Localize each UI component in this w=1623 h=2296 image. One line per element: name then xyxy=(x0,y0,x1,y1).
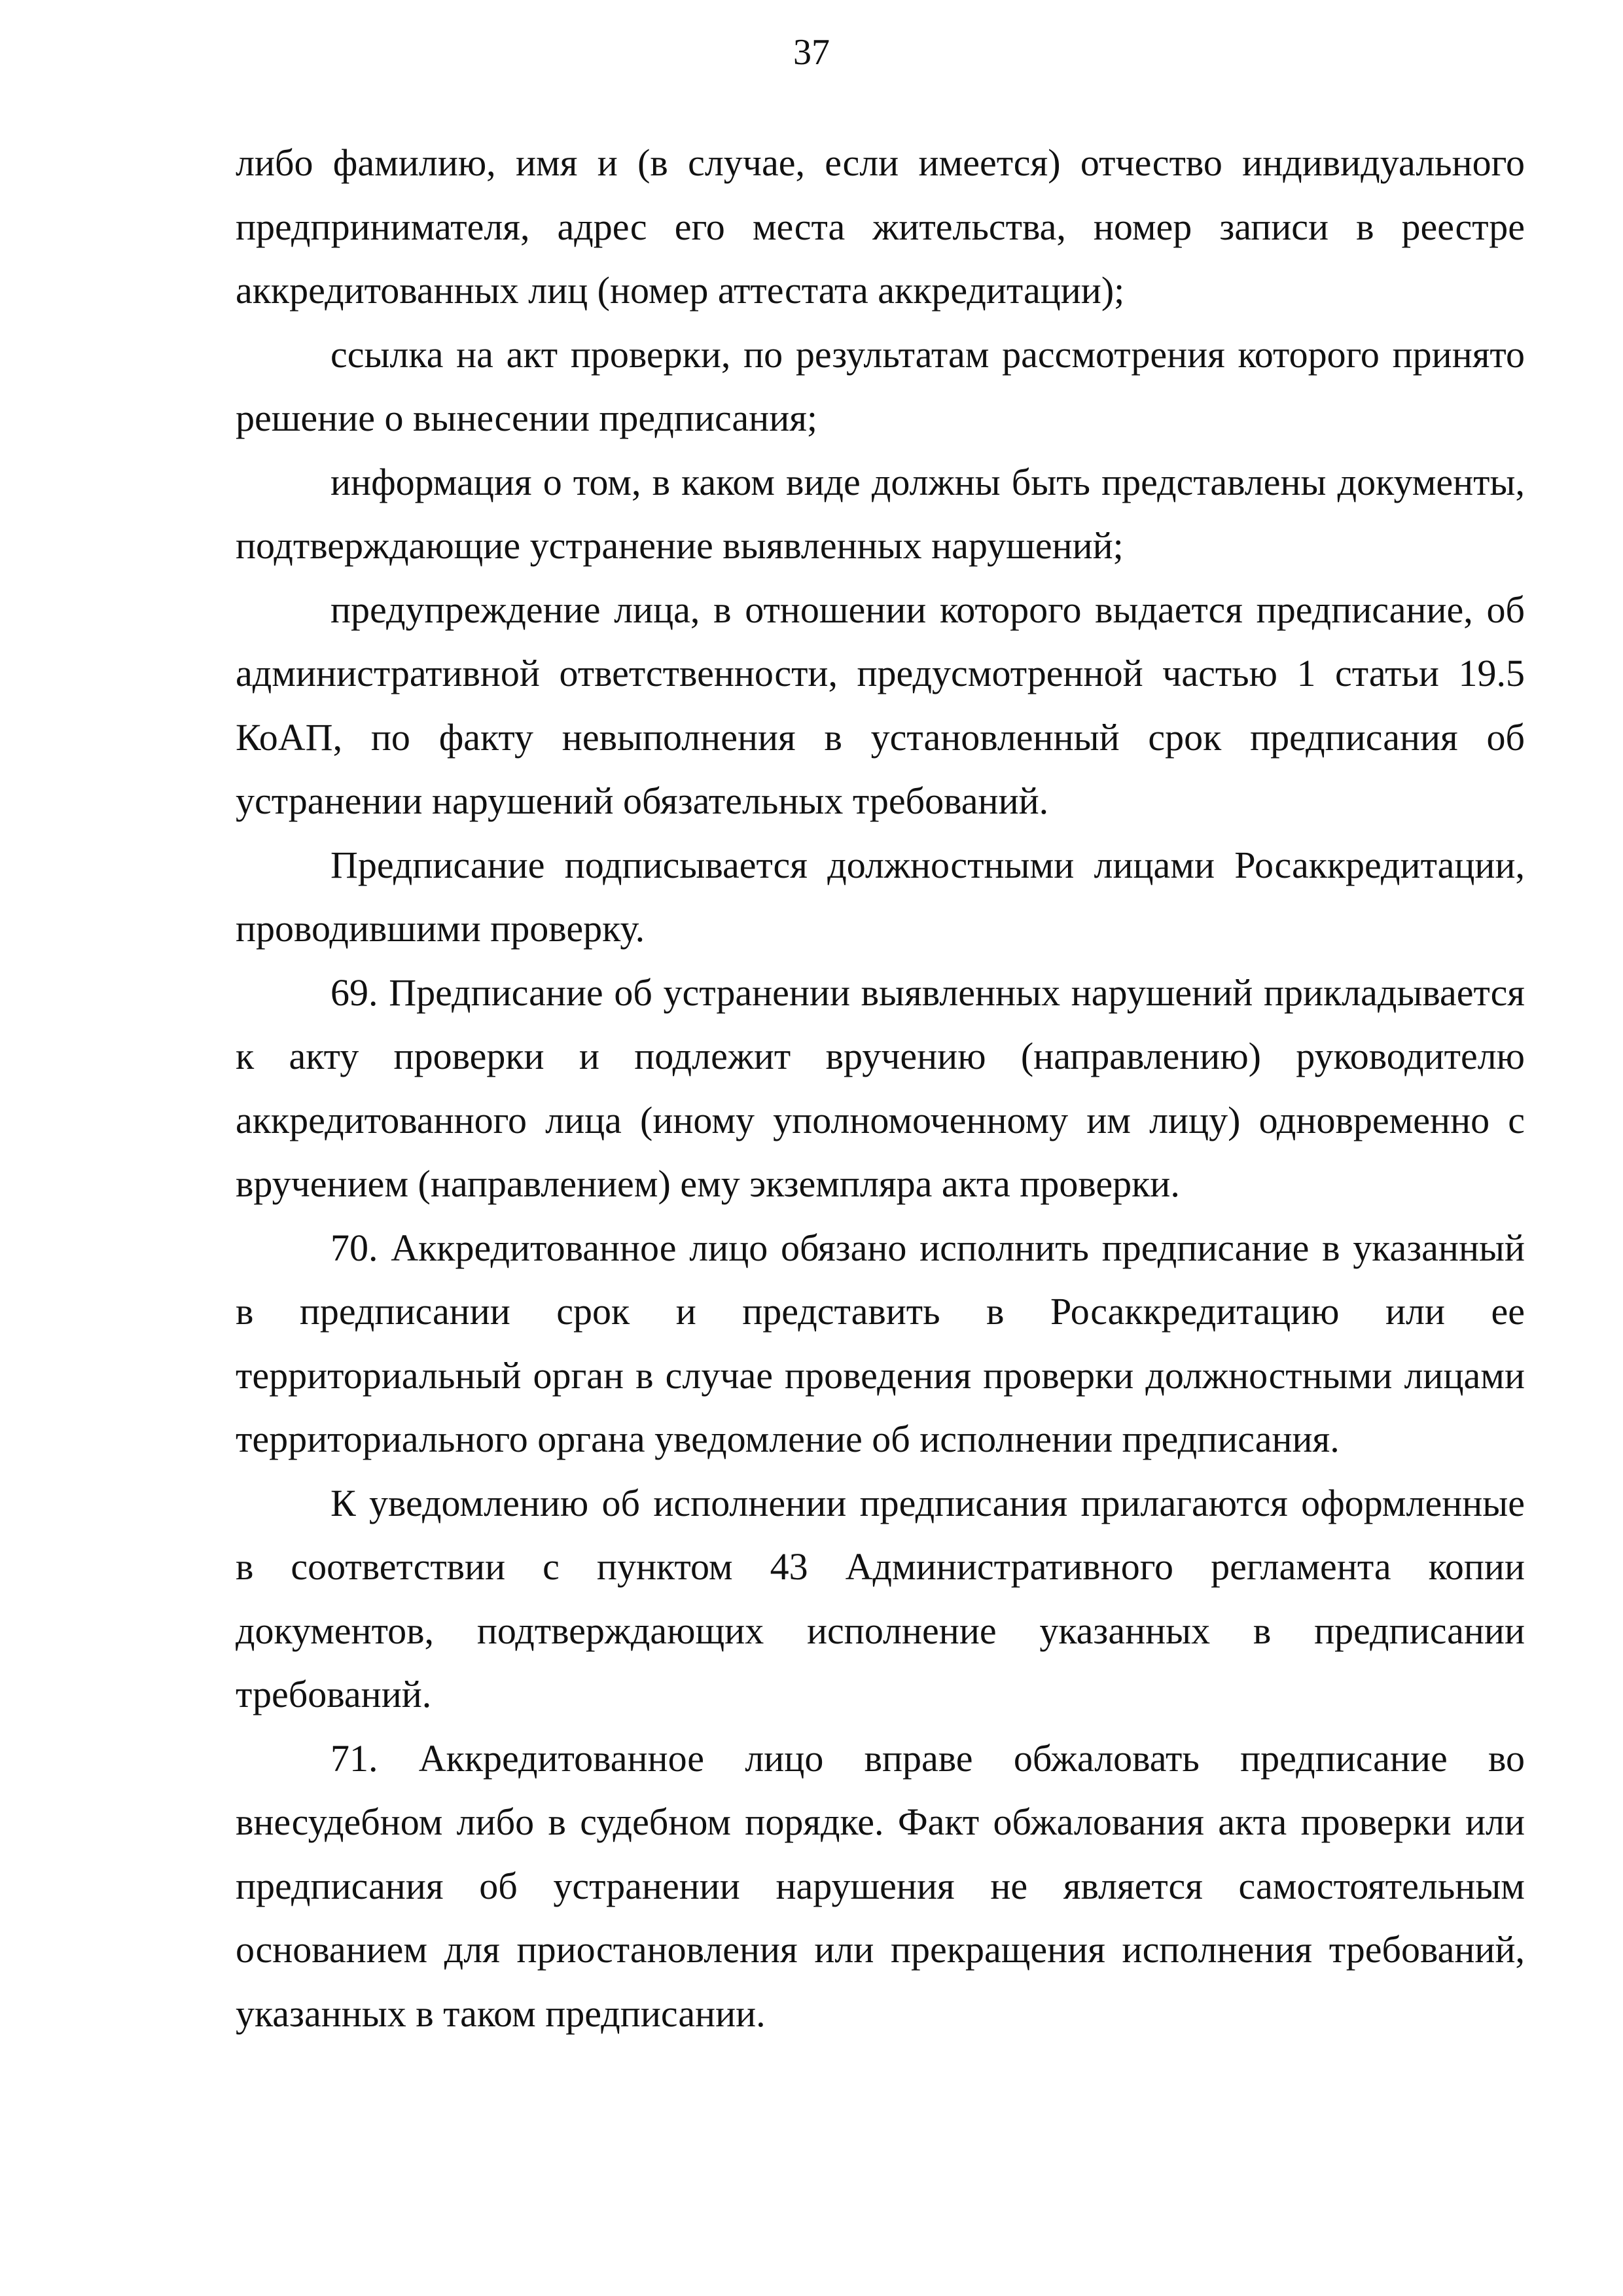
paragraph-notification-attachments: К уведомлению об исполнении предписания прилагаются оформленные в соответствии с пунктом 43 Административного регламента копии документов, подтверждающих исполнение указанных в предписании требований. xyxy=(236,1481,1525,1715)
paragraph-document-format: информация о том, в каком виде должны быть представлены документы, подтверждающие устранение выявленных нарушений; xyxy=(236,460,1525,567)
paragraph-liability-warning: предупреждение лица, в отношении которого выдается предписание, об административной ответственности, предусмотренной частью 1 статьи 19.5 КоАП, по факту невыполнения в установленный срок предписания об устранении нарушений обязательных требований. xyxy=(236,588,1525,822)
paragraph-clause-71: 71. Аккредитованное лицо вправе обжаловать предписание во внесудебном либо в судебном порядке. Факт обжалования акта проверки или предписания об устранении нарушения не является самостоятельным основанием для приостановления или прекращения исполнения требований, указанных в таком предписании. xyxy=(236,1736,1525,2035)
paragraph-clause-69: 69. Предписание об устранении выявленных нарушений прикладывается к акту проверки и подлежит вручению (направлению) руководителю аккредитованного лица (иному уполномоченному им лицу) одновременно с вручением (направлением) ему экземпляра акта проверки. xyxy=(236,971,1525,1205)
page-number: 37 xyxy=(793,32,830,73)
paragraph-continuation: либо фамилию, имя и (в случае, если имеется) отчество индивидуального предпринимателя, адрес его места жительства, номер записи в реестре аккредитованных лиц (номер аттестата аккредитации); xyxy=(236,141,1525,312)
paragraph-signature: Предписание подписывается должностными лицами Росаккредитации, проводившими проверку. xyxy=(236,843,1525,950)
document-body xyxy=(236,131,1525,2045)
paragraph-act-reference: ссылка на акт проверки, по результатам рассмотрения которого принято решение о вынесении предписания; xyxy=(236,332,1525,439)
paragraph-clause-70: 70. Аккредитованное лицо обязано исполнить предписание в указанный в предписании срок и представить в Росаккредитацию или ее территориальный орган в случае проведения проверки должностными лицами территориального органа уведомление об исполнении предписания. xyxy=(236,1226,1525,1460)
